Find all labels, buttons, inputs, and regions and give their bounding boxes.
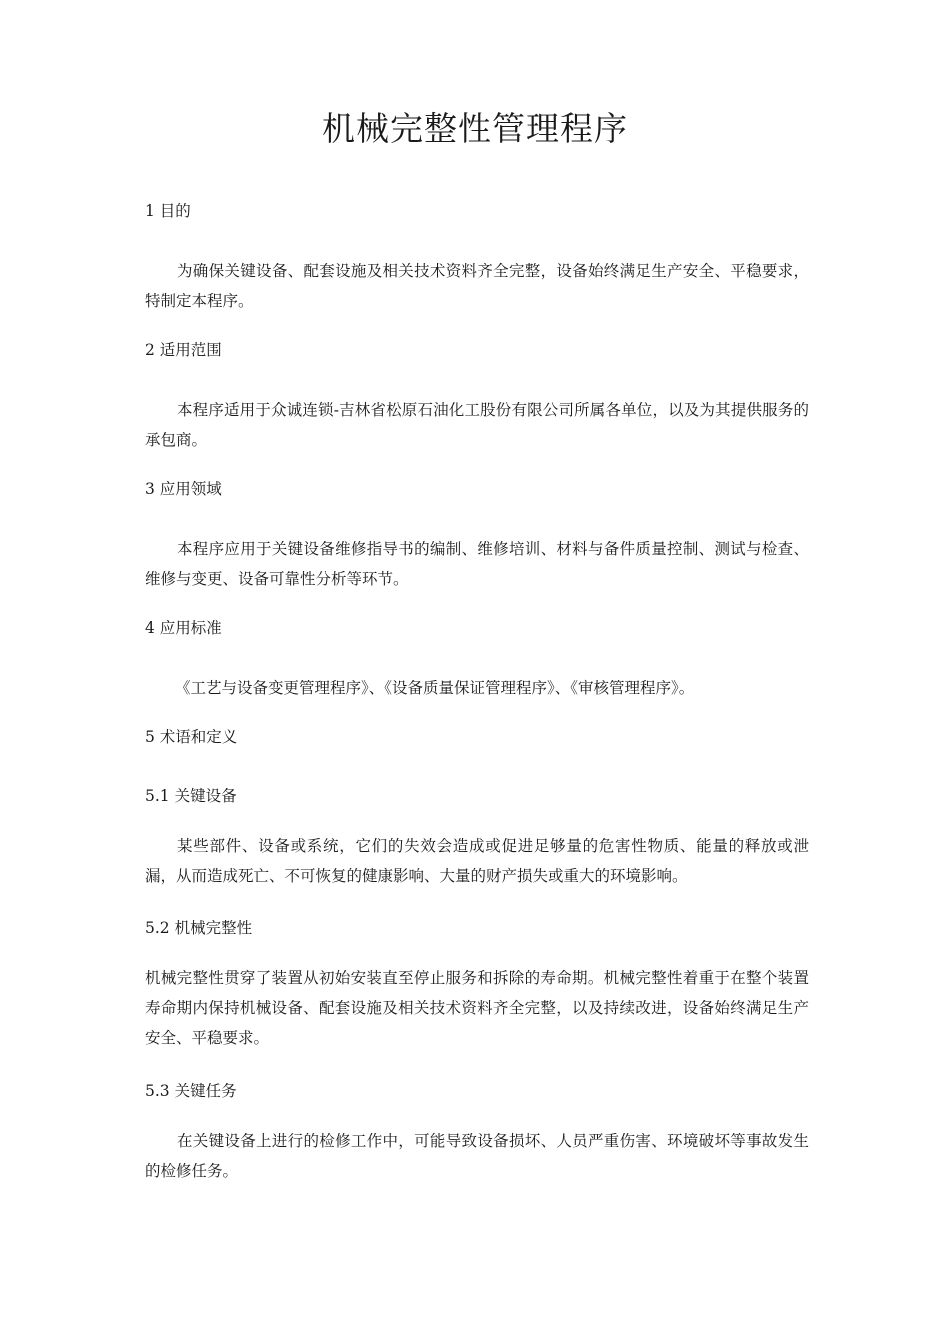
section-heading-purpose: 1 目的	[145, 202, 191, 220]
subsection-heading-mechanical-integrity: 5.2 机械完整性	[145, 919, 253, 937]
subsection-heading-critical-equipment: 5.1 关键设备	[145, 787, 237, 805]
page-title: 机械完整性管理程序	[322, 109, 628, 148]
section-heading-scope: 2 适用范围	[145, 341, 222, 359]
subsection-text-critical-tasks: 在关键设备上进行的检修工作中，可能导致设备损坏、人员严重伤害、环境破坏等事故发生的检修任务。	[145, 1132, 809, 1180]
subsection-text-critical-equipment: 某些部件、设备或系统，它们的失效会造成或促进足够量的危害性物质、能量的释放或泄漏，从而造成死亡、不可恢复的健康影响、大量的财产损失或重大的环境影响。	[145, 837, 809, 885]
subsection-text-mechanical-integrity: 机械完整性贯穿了装置从初始安装直至停止服务和拆除的寿命期。机械完整性着重于在整个装置寿命期内保持机械设备、配套设施及相关技术资料齐全完整，以及持续改进，设备始终满足生产安全、平稳要求。	[145, 969, 809, 1047]
section-text-application-area: 本程序应用于关键设备维修指导书的编制、维修培训、材料与备件质量控制、测试与检查、维修与变更、设备可靠性分析等环节。	[145, 540, 809, 588]
section-text-purpose: 为确保关键设备、配套设施及相关技术资料齐全完整，设备始终满足生产安全、平稳要求，特制定本程序。	[145, 262, 809, 310]
section-heading-standards: 4 应用标准	[145, 619, 222, 637]
section-heading-application-area: 3 应用领域	[145, 480, 222, 498]
section-text-standards: 《工艺与设备变更管理程序》、《设备质量保证管理程序》、《审核管理程序》。	[175, 679, 695, 697]
subsection-heading-critical-tasks: 5.3 关键任务	[145, 1082, 237, 1100]
section-heading-terms: 5 术语和定义	[145, 728, 238, 746]
section-text-scope: 本程序适用于众诚连锁-吉林省松原石油化工股份有限公司所属各单位，以及为其提供服务的承包商。	[145, 401, 809, 449]
